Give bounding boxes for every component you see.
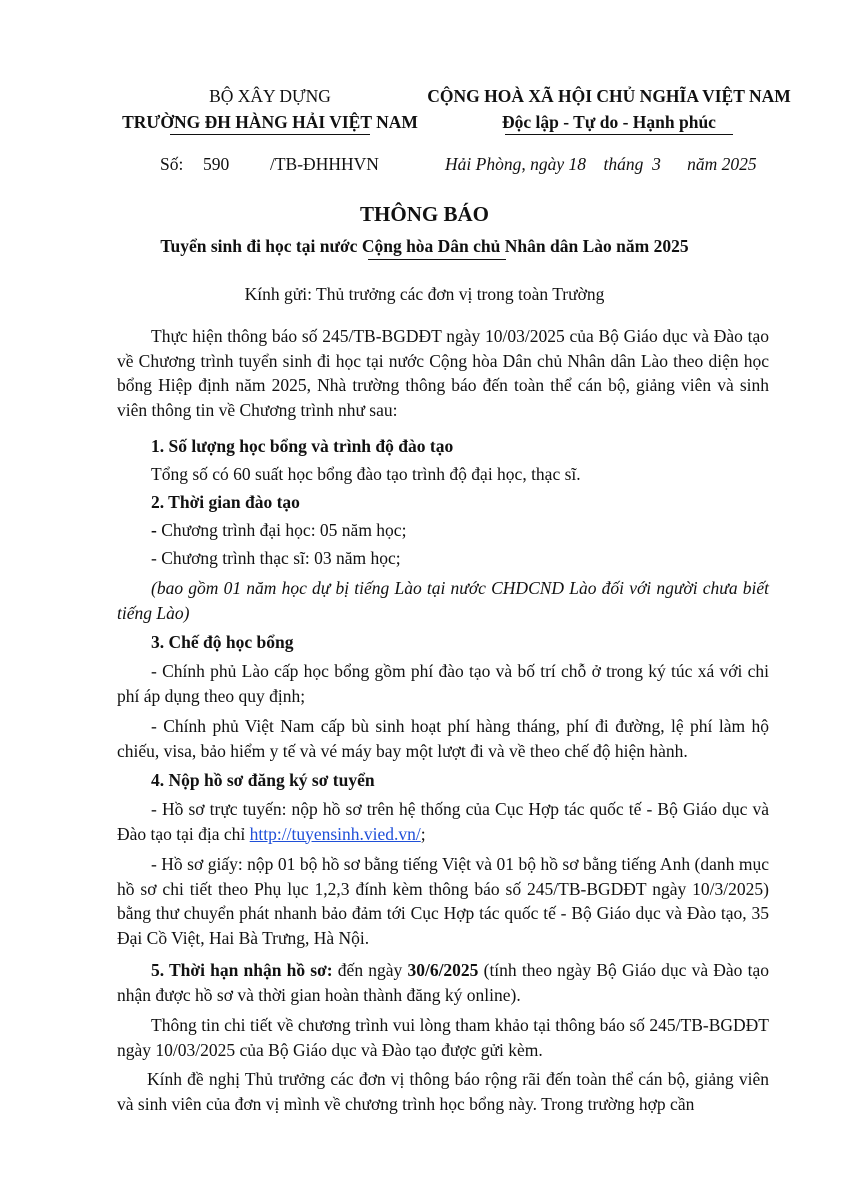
- country-name: CỘNG HOÀ XÃ HỘI CHỦ NGHĨA VIỆT NAM: [427, 86, 791, 106]
- doc-number: 590: [203, 154, 230, 174]
- subtitle-underline: [368, 259, 506, 260]
- section5-paragraph: [117, 958, 769, 1007]
- section5-mid: đến ngày: [332, 960, 408, 980]
- place-date: Hải Phòng, ngày 18 tháng 3 năm 2025: [445, 154, 757, 174]
- section3-heading: 3. Chế độ học bổng: [151, 632, 294, 652]
- section2-heading: 2. Thời gian đào tạo: [151, 492, 300, 512]
- details-paragraph: Thông tin chi tiết về chương trình vui lòng tham khảo tại thông báo số 245/TB-BGDĐT ngày 10/03/2025 của Bộ Giáo dục và Đào tạo được gửi kèm.: [117, 1015, 769, 1060]
- national-motto: Độc lập - Tự do - Hạnh phúc: [502, 112, 716, 132]
- section2-note: (bao gồm 01 năm học dự bị tiếng Lào tại nước CHDCND Lào đối với người chưa biết tiếng Lào): [117, 578, 769, 623]
- doc-number-label: Số:: [160, 154, 184, 174]
- page-title: THÔNG BÁO: [360, 202, 489, 226]
- section2-item1: [151, 520, 406, 541]
- section5-rest: (tính theo ngày Bộ Giáo dục và Đào tạo nhận được hồ sơ và thời gian hoàn thành đăng ký online).: [117, 960, 769, 1005]
- section2-item1-dash: -: [151, 520, 157, 540]
- section4-online-text: - Hồ sơ trực tuyến: nộp hồ sơ trên hệ thống của Cục Hợp tác quốc tế - Bộ Giáo dục và Đào tạo tại địa chỉ: [117, 799, 769, 844]
- section4-online-suffix: ;: [420, 823, 426, 844]
- section4-heading: 4. Nộp hồ sơ đăng ký sơ tuyển: [151, 770, 375, 790]
- section4-paper: - Hồ sơ giấy: nộp 01 bộ hồ sơ bằng tiếng Việt và 01 bộ hồ sơ bằng tiếng Anh (danh mục hồ sơ chi tiết theo Phụ lục 1,2,3 đính kèm thông báo số 245/TB-BGDĐT ngày 10/3/2025) bằng thư chuyển phát nhanh bảo đảm tới Cục Hợp tác quốc tế - Bộ Giáo dục và Đào tạo, 35 Đại Cồ Việt, Hai Bà Trưng, Hà Nội.: [117, 854, 769, 948]
- tuyensinh-link[interactable]: http://tuyensinh.vied.vn/: [249, 823, 421, 844]
- page-subtitle: Tuyển sinh đi học tại nước Cộng hòa Dân chủ Nhân dân Lào năm 2025: [160, 236, 689, 256]
- section2-item1-text: Chương trình đại học: 05 năm học;: [156, 520, 407, 540]
- recipient: Kính gửi: Thủ trưởng các đơn vị trong toàn Trường: [244, 284, 605, 304]
- doc-code: /TB-ĐHHHVN: [270, 154, 379, 174]
- section1-text: Tổng số có 60 suất học bổng đào tạo trình độ đại học, thạc sĩ.: [151, 464, 581, 484]
- university-underline: [170, 134, 370, 135]
- section3-item1: - Chính phủ Lào cấp học bổng gồm phí đào tạo và bố trí chỗ ở trong ký túc xá với chi phí áp dụng theo quy định;: [117, 661, 769, 706]
- section2-item2: - Chương trình thạc sĩ: 03 năm học;: [151, 548, 401, 568]
- ministry-name: BỘ XÂY DỰNG: [209, 86, 331, 106]
- section1-heading: 1. Số lượng học bổng và trình độ đào tạo: [151, 436, 454, 456]
- section3-item2: - Chính phủ Việt Nam cấp bù sinh hoạt phí hàng tháng, phí đi đường, lệ phí làm hộ chiếu, visa, bảo hiểm y tế và vé máy bay một lượt đi và về theo chế độ hiện hành.: [117, 716, 769, 761]
- university-name: TRƯỜNG ĐH HÀNG HẢI VIỆT NAM: [122, 112, 418, 132]
- section5-date: 30/6/2025: [407, 960, 479, 980]
- intro-paragraph: Thực hiện thông báo số 245/TB-BGDĐT ngày 10/03/2025 của Bộ Giáo dục và Đào tạo về Chương trình tuyển sinh đi học tại nước Cộng hòa Dân chủ Nhân dân Lào theo diện học bổng Hiệp định năm 2025, Nhà trường thông báo đến toàn thể cán bộ, giảng viên và sinh viên thông tin về Chương trình như sau:: [117, 326, 769, 420]
- motto-underline: [505, 134, 733, 135]
- section4-online: [117, 797, 769, 846]
- request-paragraph: Kính đề nghị Thủ trưởng các đơn vị thông báo rộng rãi đến toàn thể cán bộ, giảng viên và sinh viên của đơn vị mình về chương trình học bổng này. Trong trường hợp cần: [117, 1069, 769, 1114]
- section5-heading: 5. Thời hạn nhận hồ sơ:: [151, 960, 333, 980]
